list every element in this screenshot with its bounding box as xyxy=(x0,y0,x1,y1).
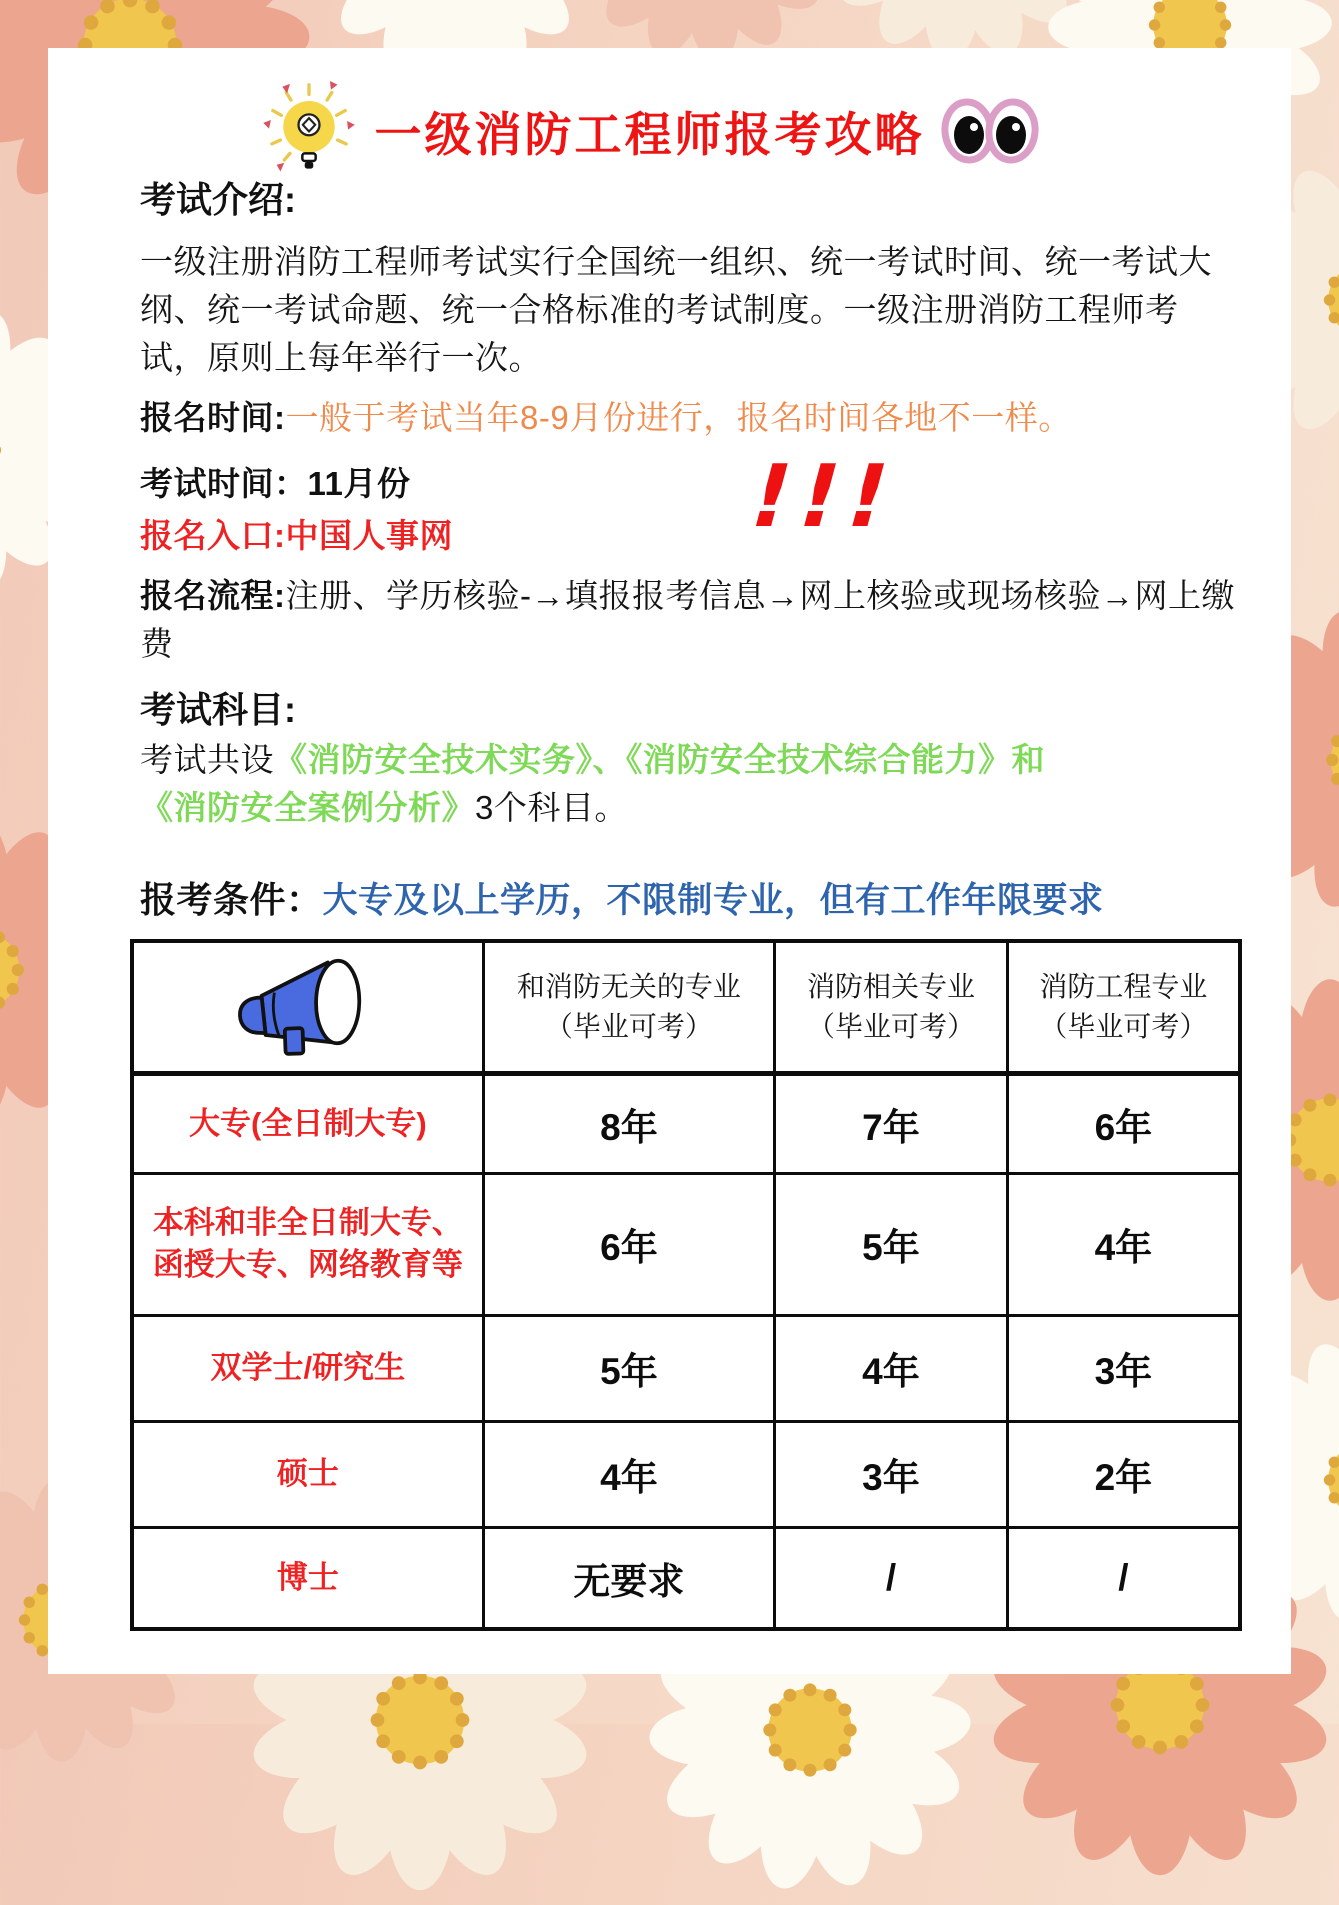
year-cell: 4年 xyxy=(1007,1173,1240,1315)
row-label: 硕士 xyxy=(132,1421,483,1527)
intro-heading: 考试介绍: xyxy=(140,179,296,220)
signup-time-line xyxy=(140,396,1239,440)
requirements-label: 报考条件： xyxy=(140,879,323,920)
header-text: （毕业可考） xyxy=(806,1010,975,1042)
exam-time-line xyxy=(140,462,1239,506)
signup-time-value: 一般于考试当年8-9月份进行，报名时间各地不一样。 xyxy=(285,399,1072,436)
subject-book-2: 《消防安全技术综合能力》 xyxy=(626,741,1012,778)
year-cell: 2年 xyxy=(1007,1421,1240,1527)
process-label: 报名流程: xyxy=(140,577,286,614)
qualification-table xyxy=(130,939,1242,1631)
lightbulb-icon xyxy=(259,81,359,181)
year-cell: 4年 xyxy=(775,1315,1008,1421)
table-header-cell xyxy=(483,941,774,1073)
table-header-cell xyxy=(1007,941,1240,1073)
table-row xyxy=(132,1527,1240,1629)
exam-time-value: 11月份 xyxy=(307,465,411,502)
subject-book-1: 《消防安全技术实务》 xyxy=(274,741,593,778)
process-value: 注册、学历核验-→填报报考信息→网上核验或现场核验→网上缴费 xyxy=(140,577,1235,662)
entry-label: 报名入口: xyxy=(140,517,286,554)
header-text: 消防相关专业 xyxy=(806,970,975,1002)
signup-time-label: 报名时间: xyxy=(140,399,286,436)
row-label: 双学士/研究生 xyxy=(132,1315,483,1421)
megaphone-icon xyxy=(132,941,483,1073)
subjects-paragraph xyxy=(140,736,1239,832)
table-row xyxy=(132,1421,1240,1527)
year-cell: 6年 xyxy=(1007,1073,1240,1173)
table-header-row xyxy=(132,941,1240,1073)
subjects-prefix: 考试共设 xyxy=(140,741,274,778)
title-row xyxy=(180,84,1119,178)
year-cell: 7年 xyxy=(775,1073,1008,1173)
row-label: 大专(全日制大专) xyxy=(132,1073,483,1173)
year-cell: 3年 xyxy=(1007,1315,1240,1421)
exam-time-label: 考试时间： xyxy=(140,465,308,502)
year-cell: 无要求 xyxy=(483,1527,774,1629)
row-label: 博士 xyxy=(132,1527,483,1629)
subjects-heading: 考试科目: xyxy=(140,689,296,730)
subject-book-3: 《消防安全案例分析》 xyxy=(140,789,475,826)
header-text: 消防工程专业 xyxy=(1039,970,1208,1002)
table-row xyxy=(132,1073,1240,1173)
subjects-separator: 、 xyxy=(592,741,626,778)
page-title: 一级消防工程师报考攻略 xyxy=(374,107,925,161)
requirements-line xyxy=(140,878,1239,923)
subjects-suffix: 3个科目。 xyxy=(475,789,628,826)
year-cell: 6年 xyxy=(483,1173,774,1315)
header-text: （毕业可考） xyxy=(1039,1010,1208,1042)
year-cell: 5年 xyxy=(483,1315,774,1421)
year-cell: / xyxy=(1007,1527,1240,1629)
year-cell: 8年 xyxy=(483,1073,774,1173)
subjects-conjunction: 和 xyxy=(1011,741,1045,778)
table-row xyxy=(132,1315,1240,1421)
intro-paragraph: 一级注册消防工程师考试实行全国统一组织、统一考试时间、统一考试大纲、统一考试命题、统一合格标准的考试制度。一级注册消防工程师考试，原则上每年举行一次。 xyxy=(140,243,1212,376)
year-cell: 4年 xyxy=(483,1421,774,1527)
requirements-value: 大专及以上学历，不限制专业，但有工作年限要求 xyxy=(322,881,1104,920)
process-paragraph xyxy=(140,572,1239,668)
year-cell: 3年 xyxy=(775,1421,1008,1527)
year-cell: / xyxy=(775,1527,1008,1629)
header-text: 和消防无关的专业 xyxy=(516,970,741,1002)
entry-value: 中国人事网 xyxy=(285,517,453,554)
entry-line xyxy=(140,514,1239,558)
table-header-cell xyxy=(775,941,1008,1073)
row-label: 本科和非全日制大专、函授大专、网络教育等 xyxy=(132,1173,483,1315)
content-card xyxy=(48,48,1291,1674)
exam-time-entry-block xyxy=(140,447,1239,558)
year-cell: 5年 xyxy=(775,1173,1008,1315)
table-row xyxy=(132,1173,1240,1315)
header-text: （毕业可考） xyxy=(544,1010,713,1042)
eyes-icon xyxy=(941,94,1041,168)
alert-exclamation: !!! xyxy=(748,447,901,547)
